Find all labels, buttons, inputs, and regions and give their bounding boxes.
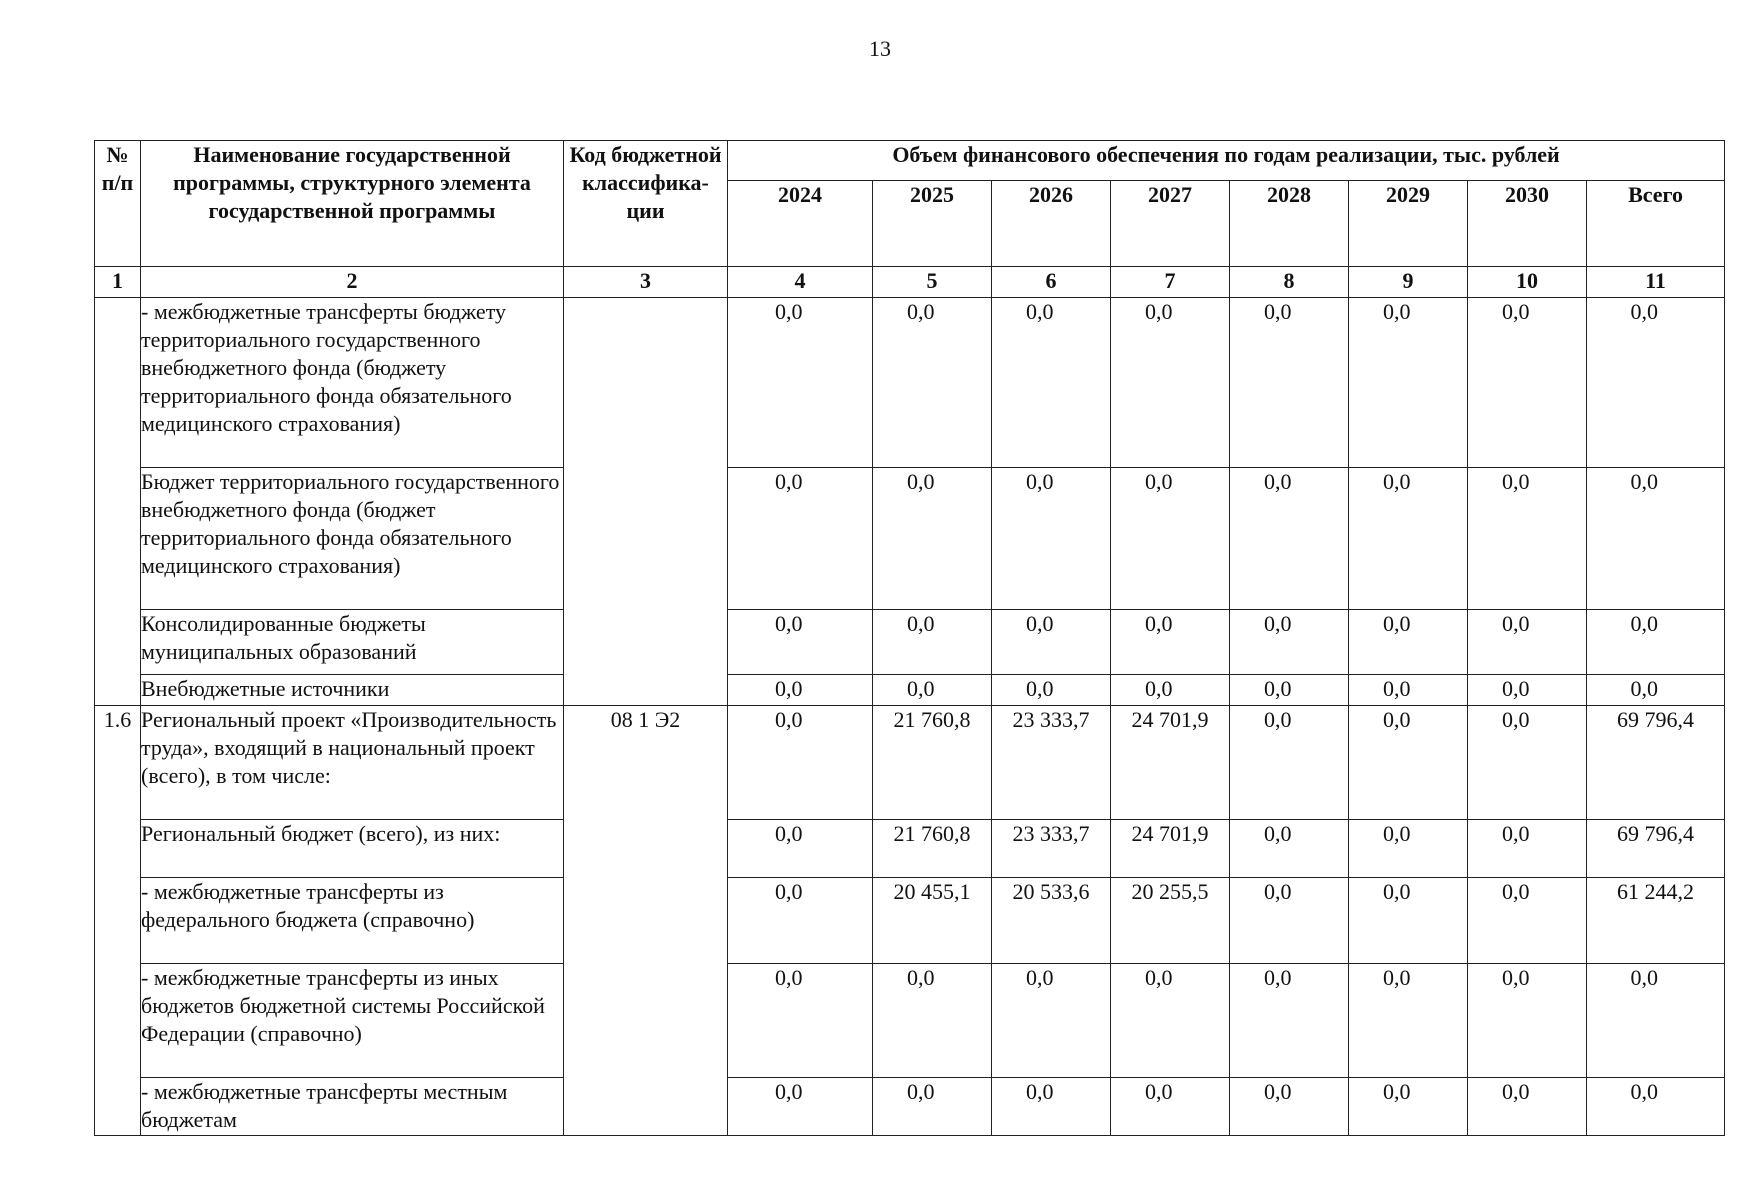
column-number: 3 bbox=[564, 267, 728, 298]
value-cell: 0,0 bbox=[728, 1078, 873, 1136]
value-cell: 0,0 bbox=[1468, 298, 1587, 468]
row-name: - межбюджетные трансферты из иных бюджетов бюджетной системы Российской Федерации (справочно) bbox=[141, 964, 564, 1078]
value-cell: 0,0 bbox=[1349, 610, 1468, 675]
row-number: 1.6 bbox=[95, 706, 141, 1136]
value-cell: 0,0 bbox=[1349, 964, 1468, 1078]
row-name: - межбюджетные трансферты из федерального бюджета (справочно) bbox=[141, 878, 564, 964]
total-cell: 69 796,4 bbox=[1587, 820, 1725, 878]
column-number: 2 bbox=[141, 267, 564, 298]
value-cell: 0,0 bbox=[873, 468, 992, 610]
value-cell: 0,0 bbox=[992, 298, 1111, 468]
table-row bbox=[95, 964, 1725, 1078]
value-cell: 0,0 bbox=[1230, 964, 1349, 1078]
header-year: 2024 bbox=[728, 181, 873, 267]
financing-table bbox=[94, 140, 1725, 1136]
row-name: Внебюджетные источники bbox=[141, 675, 564, 706]
value-cell: 0,0 bbox=[728, 706, 873, 820]
value-cell: 0,0 bbox=[992, 964, 1111, 1078]
value-cell: 0,0 bbox=[1468, 468, 1587, 610]
value-cell: 23 333,7 bbox=[992, 820, 1111, 878]
value-cell: 20 533,6 bbox=[992, 878, 1111, 964]
table-row bbox=[95, 820, 1725, 878]
value-cell: 0,0 bbox=[1349, 675, 1468, 706]
page-number: 13 bbox=[869, 36, 891, 61]
value-cell: 0,0 bbox=[1111, 298, 1230, 468]
value-cell: 0,0 bbox=[992, 468, 1111, 610]
value-cell: 24 701,9 bbox=[1111, 706, 1230, 820]
header-year: 2027 bbox=[1111, 181, 1230, 267]
value-cell: 0,0 bbox=[1230, 878, 1349, 964]
table-row bbox=[95, 706, 1725, 820]
row-code: 08 1 Э2 bbox=[564, 706, 728, 1136]
table-row bbox=[95, 1078, 1725, 1136]
column-number: 5 bbox=[873, 267, 992, 298]
column-number: 6 bbox=[992, 267, 1111, 298]
value-cell: 0,0 bbox=[728, 820, 873, 878]
column-number: 9 bbox=[1349, 267, 1468, 298]
column-number: 11 bbox=[1587, 267, 1725, 298]
value-cell: 24 701,9 bbox=[1111, 820, 1230, 878]
column-number: 10 bbox=[1468, 267, 1587, 298]
row-name: Консолидированные бюджеты муниципальных образований bbox=[141, 610, 564, 675]
value-cell: 0,0 bbox=[1349, 706, 1468, 820]
value-cell: 0,0 bbox=[873, 610, 992, 675]
value-cell: 0,0 bbox=[1468, 820, 1587, 878]
total-cell: 0,0 bbox=[1587, 964, 1725, 1078]
value-cell: 0,0 bbox=[728, 675, 873, 706]
value-cell: 0,0 bbox=[1111, 1078, 1230, 1136]
value-cell: 0,0 bbox=[1230, 675, 1349, 706]
row-code bbox=[564, 298, 728, 706]
value-cell: 0,0 bbox=[1349, 468, 1468, 610]
value-cell: 20 455,1 bbox=[873, 878, 992, 964]
total-cell: 0,0 bbox=[1587, 1078, 1725, 1136]
value-cell: 0,0 bbox=[1111, 675, 1230, 706]
column-number: 4 bbox=[728, 267, 873, 298]
value-cell: 0,0 bbox=[728, 964, 873, 1078]
header-num: № п/п bbox=[95, 141, 141, 267]
row-number bbox=[95, 298, 141, 706]
header-year: 2029 bbox=[1349, 181, 1468, 267]
row-name: Региональный бюджет (всего), из них: bbox=[141, 820, 564, 878]
value-cell: 0,0 bbox=[1468, 706, 1587, 820]
table-row bbox=[95, 468, 1725, 610]
value-cell: 0,0 bbox=[1230, 468, 1349, 610]
total-cell: 0,0 bbox=[1587, 468, 1725, 610]
value-cell: 0,0 bbox=[1468, 964, 1587, 1078]
row-name: Бюджет территориального государственного внебюджетного фонда (бюджет территориального фонда обязательного медицинского страхования) bbox=[141, 468, 564, 610]
value-cell: 0,0 bbox=[1349, 820, 1468, 878]
value-cell: 0,0 bbox=[1230, 1078, 1349, 1136]
total-cell: 0,0 bbox=[1587, 675, 1725, 706]
value-cell: 0,0 bbox=[1349, 878, 1468, 964]
value-cell: 21 760,8 bbox=[873, 706, 992, 820]
value-cell: 0,0 bbox=[992, 610, 1111, 675]
total-cell: 0,0 bbox=[1587, 610, 1725, 675]
header-code: Код бюджетной классифика-ции bbox=[564, 141, 728, 267]
value-cell: 0,0 bbox=[728, 610, 873, 675]
value-cell: 21 760,8 bbox=[873, 820, 992, 878]
value-cell: 0,0 bbox=[728, 468, 873, 610]
value-cell: 0,0 bbox=[1468, 878, 1587, 964]
value-cell: 20 255,5 bbox=[1111, 878, 1230, 964]
row-name: - межбюджетные трансферты местным бюджетам bbox=[141, 1078, 564, 1136]
value-cell: 0,0 bbox=[1468, 610, 1587, 675]
value-cell: 0,0 bbox=[728, 878, 873, 964]
value-cell: 0,0 bbox=[1230, 820, 1349, 878]
value-cell: 0,0 bbox=[1111, 468, 1230, 610]
header-year: 2030 bbox=[1468, 181, 1587, 267]
value-cell: 23 333,7 bbox=[992, 706, 1111, 820]
total-cell: 61 244,2 bbox=[1587, 878, 1725, 964]
value-cell: 0,0 bbox=[873, 964, 992, 1078]
value-cell: 0,0 bbox=[873, 675, 992, 706]
column-number: 8 bbox=[1230, 267, 1349, 298]
value-cell: 0,0 bbox=[1230, 298, 1349, 468]
value-cell: 0,0 bbox=[1468, 675, 1587, 706]
column-number: 1 bbox=[95, 267, 141, 298]
table-row bbox=[95, 298, 1725, 468]
table-row bbox=[95, 675, 1725, 706]
total-cell: 69 796,4 bbox=[1587, 706, 1725, 820]
column-numbers-row bbox=[95, 267, 1725, 298]
value-cell: 0,0 bbox=[992, 675, 1111, 706]
row-name: Региональный проект «Производительность труда», входящий в национальный проект (всего), в том числе: bbox=[141, 706, 564, 820]
header-year: 2025 bbox=[873, 181, 992, 267]
value-cell: 0,0 bbox=[1349, 298, 1468, 468]
header-year: 2028 bbox=[1230, 181, 1349, 267]
row-name: - межбюджетные трансферты бюджету территориального государственного внебюджетного фонда (бюджету территориального фонда обязательного медицинского страхования) bbox=[141, 298, 564, 468]
value-cell: 0,0 bbox=[1349, 1078, 1468, 1136]
value-cell: 0,0 bbox=[1230, 706, 1349, 820]
value-cell: 0,0 bbox=[873, 1078, 992, 1136]
value-cell: 0,0 bbox=[873, 298, 992, 468]
value-cell: 0,0 bbox=[1111, 964, 1230, 1078]
value-cell: 0,0 bbox=[992, 1078, 1111, 1136]
total-cell: 0,0 bbox=[1587, 298, 1725, 468]
value-cell: 0,0 bbox=[1111, 610, 1230, 675]
table-row bbox=[95, 610, 1725, 675]
header-year: 2026 bbox=[992, 181, 1111, 267]
column-number: 7 bbox=[1111, 267, 1230, 298]
header-volume: Объем финансового обеспечения по годам реализации, тыс. рублей bbox=[728, 141, 1725, 181]
value-cell: 0,0 bbox=[1468, 1078, 1587, 1136]
value-cell: 0,0 bbox=[728, 298, 873, 468]
table-row bbox=[95, 878, 1725, 964]
header-name: Наименование государственной программы, структурного элемента государственной программы bbox=[141, 141, 564, 267]
header-total: Всего bbox=[1587, 181, 1725, 267]
value-cell: 0,0 bbox=[1230, 610, 1349, 675]
